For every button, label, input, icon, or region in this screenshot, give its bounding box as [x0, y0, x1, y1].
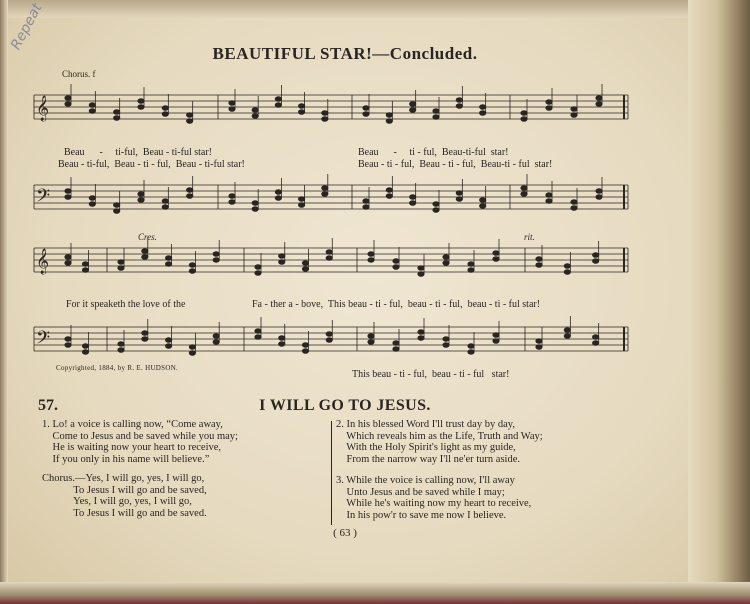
chorus-line: Yes, I will go, yes, I will go,	[42, 496, 192, 508]
note-head	[418, 336, 424, 341]
lyric-line-1a: Beau - ti-ful, Beau - ti-ful star!	[64, 147, 213, 158]
note-head	[546, 100, 552, 105]
note-head	[322, 111, 328, 116]
note-head	[418, 330, 424, 335]
note-head	[82, 262, 88, 267]
verse-2	[336, 419, 543, 465]
note-head	[368, 340, 374, 345]
note-head	[118, 260, 124, 265]
note-head	[82, 350, 88, 355]
note-head	[275, 190, 281, 195]
note-head	[571, 200, 577, 205]
verse-line: 2. In his blessed Word I'll trust day by day,	[336, 419, 515, 430]
note-head	[165, 256, 171, 261]
verse-line: In his pow'r to save me now I believe.	[336, 509, 507, 521]
note-head	[165, 338, 171, 343]
note-head	[493, 339, 499, 344]
note-head	[118, 266, 124, 271]
note-head	[229, 200, 235, 205]
note-head	[546, 193, 552, 198]
page-number: ( 63 )	[333, 527, 357, 539]
note-head	[393, 259, 399, 264]
note-head	[162, 205, 168, 210]
note-head	[89, 103, 95, 108]
note-head	[189, 263, 195, 268]
lyric-line-3a: For it speaketh the love of the	[66, 299, 186, 310]
hymn-title: I WILL GO TO JESUS.	[259, 397, 431, 414]
crescendo-marking: Cres.	[138, 232, 157, 242]
chorus-line: To Jesus I will go and be saved,	[42, 484, 207, 496]
note-head	[138, 105, 144, 110]
note-head	[546, 199, 552, 204]
note-head	[493, 251, 499, 256]
note-head	[322, 117, 328, 122]
note-head	[186, 119, 192, 124]
note-head	[326, 250, 332, 255]
note-head	[386, 119, 392, 124]
verse-line: 1. Lo! a voice is calling now, “Come away,	[42, 419, 223, 430]
note-head	[592, 341, 598, 346]
note-head	[275, 196, 281, 201]
note-head	[302, 261, 308, 266]
note-head	[433, 208, 439, 213]
clef-glyph: 𝄞	[36, 249, 50, 274]
note-head	[65, 261, 71, 266]
note-head	[213, 258, 219, 263]
note-head	[536, 345, 542, 350]
note-head	[142, 255, 148, 260]
note-head	[386, 194, 392, 199]
page-right-edge	[688, 0, 750, 604]
note-head	[229, 101, 235, 106]
note-head	[546, 106, 552, 111]
page-title: BEAUTIFUL STAR!—Concluded.	[212, 44, 478, 63]
note-head	[443, 343, 449, 348]
note-head	[409, 195, 415, 200]
note-head	[298, 203, 304, 208]
note-head	[113, 203, 119, 208]
clef-glyph: 𝄢	[36, 328, 51, 353]
note-head	[189, 345, 195, 350]
note-head	[363, 199, 369, 204]
note-head	[162, 106, 168, 111]
page-bottom-edge	[0, 582, 750, 604]
note-head	[493, 257, 499, 262]
lyric-line-1b: Beau - ti - ful, Beau-ti-ful star!	[358, 147, 509, 158]
note-head	[118, 348, 124, 353]
note-head	[409, 102, 415, 107]
note-head	[326, 332, 332, 337]
note-head	[162, 199, 168, 204]
note-head	[521, 117, 527, 122]
note-head	[65, 337, 71, 342]
clef-glyph: 𝄞	[36, 96, 50, 121]
note-head	[89, 202, 95, 207]
note-head	[363, 106, 369, 111]
note-head	[65, 343, 71, 348]
note-head	[393, 347, 399, 352]
note-head	[393, 341, 399, 346]
note-head	[255, 271, 261, 276]
note-head	[252, 207, 258, 212]
note-head	[443, 255, 449, 260]
pencil-annotation: Repeat	[8, 0, 46, 53]
verse-line: Come to Jesus and be saved while you may;	[42, 430, 238, 442]
copyright-notice: Copyrighted, 1884, by R. E. HUDSON.	[56, 364, 179, 372]
note-head	[213, 340, 219, 345]
note-head	[564, 264, 570, 269]
note-head	[186, 194, 192, 199]
note-head	[252, 108, 258, 113]
note-head	[82, 268, 88, 273]
bass-lyric: This beau - ti - ful, beau - ti - ful star!	[352, 369, 510, 380]
note-head	[592, 253, 598, 258]
note-head	[326, 256, 332, 261]
note-head	[298, 110, 304, 115]
note-head	[479, 111, 485, 116]
note-head	[186, 113, 192, 118]
note-head	[393, 265, 399, 270]
note-head	[596, 189, 602, 194]
note-head	[138, 192, 144, 197]
verse-line: Which reveals him as the Life, Truth and Way;	[336, 430, 543, 442]
note-head	[443, 261, 449, 266]
note-head	[418, 266, 424, 271]
note-head	[65, 189, 71, 194]
note-head	[363, 205, 369, 210]
note-head	[443, 337, 449, 342]
note-head	[229, 107, 235, 112]
chorus-line: Chorus.—Yes, I will go, yes, I will go,	[42, 473, 205, 484]
note-head	[322, 192, 328, 197]
note-head	[479, 105, 485, 110]
note-head	[571, 107, 577, 112]
note-head	[536, 339, 542, 344]
note-head	[433, 115, 439, 120]
note-head	[165, 262, 171, 267]
note-head	[468, 350, 474, 355]
lyric-line-2b: Beau - ti - ful, Beau - ti - ful, Beau-ti - ful star!	[358, 159, 553, 170]
note-head	[468, 344, 474, 349]
verse-line: Unto Jesus and be saved while I may;	[336, 486, 505, 498]
note-head	[363, 112, 369, 117]
note-head	[596, 195, 602, 200]
note-head	[113, 209, 119, 214]
note-head	[189, 269, 195, 274]
note-head	[89, 196, 95, 201]
note-head	[302, 349, 308, 354]
note-head	[118, 342, 124, 347]
clef-glyph: 𝄢	[36, 186, 51, 211]
note-head	[189, 351, 195, 356]
note-head	[386, 188, 392, 193]
verse-1	[42, 419, 238, 465]
note-head	[229, 194, 235, 199]
note-head	[65, 255, 71, 260]
note-head	[142, 331, 148, 336]
note-head	[564, 270, 570, 275]
note-head	[138, 99, 144, 104]
verse-line: If you only in his name will believe.”	[42, 453, 210, 465]
note-head	[433, 109, 439, 114]
note-head	[213, 334, 219, 339]
note-head	[456, 98, 462, 103]
note-head	[368, 252, 374, 257]
chorus-text	[42, 473, 207, 519]
note-head	[409, 201, 415, 206]
note-head	[65, 102, 71, 107]
note-head	[433, 202, 439, 207]
lyric-line-3b: Fa - ther a - bove, This beau - ti - ful, beau - ti - ful, beau - ti - ful star!	[252, 299, 541, 310]
note-head	[255, 265, 261, 270]
note-head	[479, 198, 485, 203]
note-head	[521, 111, 527, 116]
note-head	[142, 249, 148, 254]
note-head	[302, 267, 308, 272]
verse-line: From the narrow way I'll ne'er turn aside.	[336, 453, 520, 465]
note-head	[252, 114, 258, 119]
note-head	[571, 113, 577, 118]
note-head	[521, 192, 527, 197]
note-head	[162, 112, 168, 117]
note-head	[564, 334, 570, 339]
note-head	[592, 259, 598, 264]
note-head	[592, 335, 598, 340]
lyric-line-2a: Beau - ti-ful, Beau - ti - ful, Beau - ti-ful star!	[58, 159, 245, 170]
note-head	[279, 336, 285, 341]
note-head	[596, 102, 602, 107]
note-head	[255, 329, 261, 334]
note-head	[186, 188, 192, 193]
note-head	[302, 343, 308, 348]
verse-line: 3. While the voice is calling now, I'll away	[336, 475, 515, 486]
verse-line: With the Holy Spirit's light as my guide,	[336, 442, 516, 454]
note-head	[479, 204, 485, 209]
note-head	[468, 268, 474, 273]
note-head	[65, 96, 71, 101]
note-head	[536, 263, 542, 268]
note-head	[409, 108, 415, 113]
note-head	[275, 97, 281, 102]
note-head	[571, 206, 577, 211]
note-head	[142, 337, 148, 342]
note-head	[596, 96, 602, 101]
verse-line: While he's waiting now my heart to receive,	[336, 498, 532, 510]
note-head	[456, 104, 462, 109]
hymn-number: 57.	[38, 397, 58, 414]
note-head	[252, 201, 258, 206]
chorus-marking: Chorus. f	[62, 69, 96, 79]
note-head	[536, 257, 542, 262]
note-head	[89, 109, 95, 114]
chorus-line: To Jesus I will go and be saved.	[42, 507, 207, 519]
note-head	[82, 344, 88, 349]
verse-3	[336, 475, 531, 521]
note-head	[456, 197, 462, 202]
note-head	[65, 195, 71, 200]
note-head	[368, 258, 374, 263]
note-head	[468, 262, 474, 267]
note-head	[275, 103, 281, 108]
note-head	[279, 342, 285, 347]
note-head	[279, 254, 285, 259]
ritardando-marking: rit.	[524, 232, 535, 242]
note-head	[368, 334, 374, 339]
note-head	[138, 198, 144, 203]
note-head	[564, 328, 570, 333]
note-head	[113, 110, 119, 115]
note-head	[456, 191, 462, 196]
note-head	[298, 197, 304, 202]
note-head	[113, 116, 119, 121]
note-head	[521, 186, 527, 191]
note-head	[298, 104, 304, 109]
verse-line: He is waiting now your heart to receive,	[42, 442, 222, 454]
note-head	[326, 338, 332, 343]
note-head	[255, 335, 261, 340]
note-head	[279, 260, 285, 265]
note-head	[386, 113, 392, 118]
note-head	[165, 344, 171, 349]
column-divider	[331, 421, 332, 525]
note-head	[493, 333, 499, 338]
note-head	[213, 252, 219, 257]
note-head	[322, 186, 328, 191]
note-head	[418, 272, 424, 277]
